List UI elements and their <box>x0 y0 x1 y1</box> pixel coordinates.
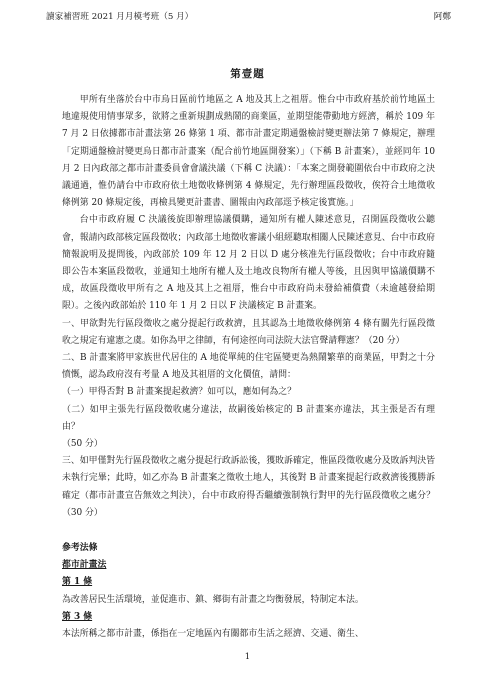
article-3-title: 第 3 條 <box>62 611 93 622</box>
law-name: 都市計畫法 <box>62 560 107 571</box>
fact-paragraph-2: 台中市政府履 C 決議後旋即辦理協議價購，通知所有權人陳述意見，召開區段徵收公聽會，報請內政部核定區段徵收；內政部土地徵收審議小組經聽取相關人民陳述意見、台中市政府簡報說明及提問後，內政部於 109 年 12 月 2 日以 D 處分核准先行區段徵收；台中市政府隨即公告本案區段徵收，並通知土地所有權人及土地改良物所有權人等後，且因與甲協議價購不成，故區段徵收甲所有之 A 地及其上之祖厝，惟台中市政府尚未發給補償費（未逾越發給期限）。之後內政部始於 110 年 1 月 2 日以 F 決議核定 B 計畫案。 <box>62 215 435 312</box>
question-2-sub-1: （一）甲得否對 B 計畫案提起救濟？如可以，應如何為之？ <box>62 387 297 398</box>
article-1-title: 第 1 條 <box>62 577 93 588</box>
question-2-sub-2: （二）如甲主張先行區段徵收處分違法，故嗣後始核定的 B 計畫案亦違法，其主張是否有理由？ <box>62 404 435 432</box>
fact-paragraph-1: 甲所有坐落於台中市烏日區前竹地區之 A 地及其上之祖厝。惟台中市政府基於前竹地區土地違規使用情事眾多，欲將之重新規劃成熱鬧的商業區，並期望能帶動地方經濟，稱於 109 年 7 月 2 日依據都市計畫法第 26 條第 1 項、都市計畫定期通盤檢討變更辦法第 7 條規定，辦理「定期通盤檢討變更烏日都市計畫案（配合前竹地區開發案）」（下稱 B 計畫案），並經同年 10 月 2 日內政部之都市計畫委員會會議決議（下稱 C 決議）：「本案之開發範圍依台中市政府之決議通過，惟仍請台中市政府依土地徵收條例第 4 條規定，先行辦理區段徵收，俟符合土地徵收條例第 20 條規定後，再檢具變更計畫書、圖報由內政部逕予核定後實施。」 <box>62 95 435 209</box>
article-3-text: 本法所稱之都市計畫，係指在一定地區內有關都市生活之經濟、交通、衛生、 <box>62 629 364 640</box>
reference-heading: 參考法條 <box>62 543 98 553</box>
page-title: 第壹題 <box>230 68 265 80</box>
question-2: 二、B 計畫案將甲家族世代居住的 A 地從單純的住宅區變更為熱鬧繁華的商業區，甲對之十分憤慨，認為政府沒有考量 A 地及其祖厝的文化價值，請問： <box>62 353 435 381</box>
question-1: 一、甲欲對先行區段徵收之處分提起行政救濟，且其認為土地徵收條例第 4 條有關先行區段徵收之規定有違憲之虞。如你為甲之律師，有何途徑向司法院大法官聲請釋憲？（20 分） <box>62 318 435 346</box>
article-1-text: 為改善居民生活環境，並促進市、鎮、鄉街有計畫之均衡發展，特制定本法。 <box>62 594 364 605</box>
header-course-name: 讀家補習班 2021 月月模考班（5 月） <box>46 12 194 22</box>
question-3: 三、如甲僅對先行區段徵收之處分提起行政訴訟後，獲敗訴確定，惟區段徵收處分及敗訴判決皆未執行完畢；此時，如乙亦為 B 計畫案之徵收土地人，其後對 B 計畫案提起行政救濟後獲勝訴確定（都市計畫宣告無效之判決），台中市政府得否繼續強制執行對甲的先行區段徵收之處分？（30 分） <box>62 456 435 518</box>
page-header <box>46 10 451 24</box>
question-body <box>62 92 435 522</box>
reference-laws <box>62 540 435 643</box>
question-2-score: （50 分） <box>62 439 103 450</box>
header-author: 阿鄭 <box>433 12 451 22</box>
page-number: 1 <box>244 652 251 662</box>
